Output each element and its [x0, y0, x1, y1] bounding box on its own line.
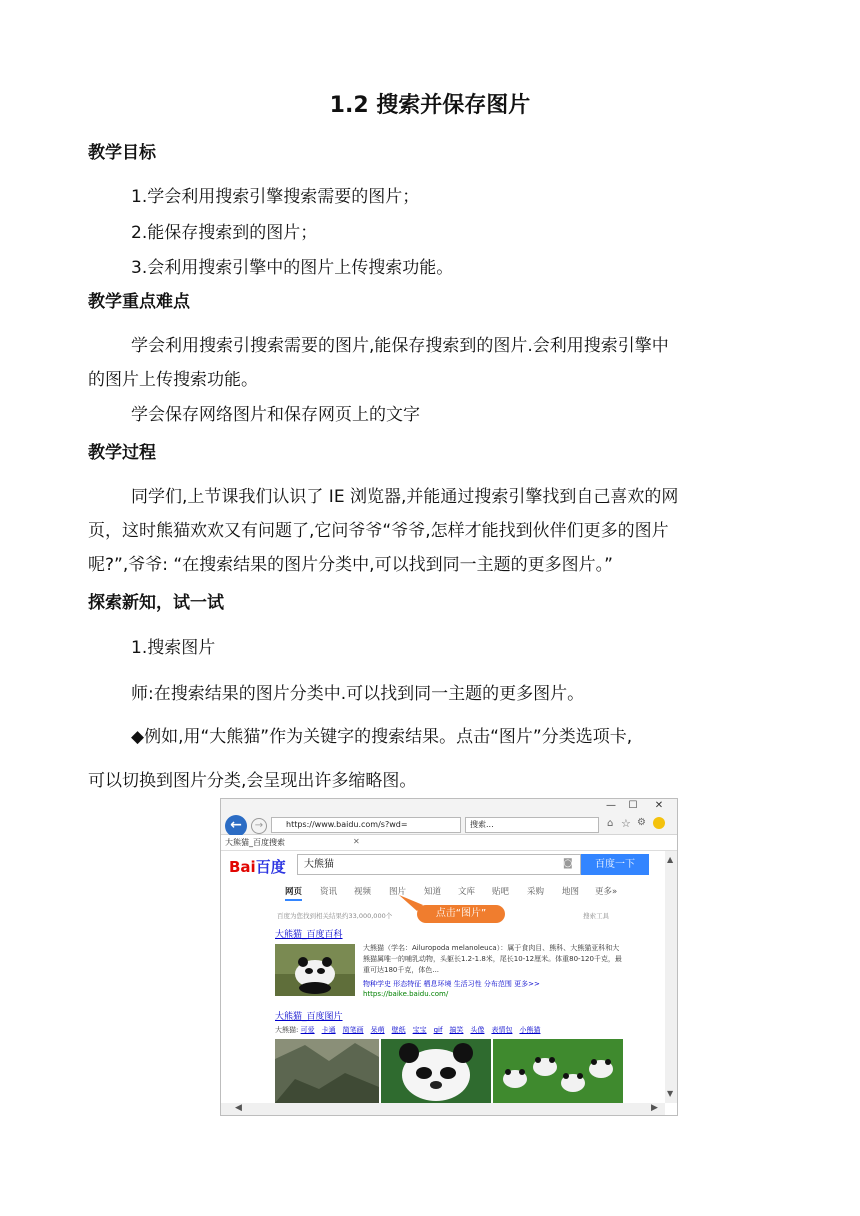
search-tools[interactable]: 搜索工具: [583, 912, 609, 920]
maximize-icon[interactable]: ☐: [628, 800, 638, 811]
heading-explore: 探索新知，试一试: [88, 593, 224, 613]
baidu-logo: Bai百度: [229, 858, 286, 876]
goal-3: 3.会利用搜索引擎中的图片上传搜索功能。: [131, 258, 454, 278]
example-line-2: 可以切换到图片分类,会呈现出许多缩略图。: [88, 771, 417, 791]
nav-more[interactable]: 更多»: [595, 887, 618, 897]
home-icon[interactable]: ⌂: [607, 818, 614, 829]
result-images-link[interactable]: 大熊猫_百度图片: [275, 1012, 343, 1022]
tab-close-icon[interactable]: ✕: [353, 837, 360, 846]
nav-map[interactable]: 地图: [562, 887, 580, 897]
heading-key-points: 教学重点难点: [88, 292, 190, 312]
back-icon[interactable]: ←: [225, 815, 247, 837]
gear-icon[interactable]: ⚙: [637, 817, 646, 828]
nav-tieba[interactable]: 贴吧: [492, 887, 510, 897]
tag-sketch[interactable]: 简笔画: [342, 1026, 364, 1034]
image-thumb-panda-group[interactable]: [493, 1039, 623, 1103]
result-baike-url[interactable]: https://baike.baidu.com/: [363, 990, 449, 998]
process-line-3: 呢?”,爷爷: “在搜索结果的图片分类中,可以找到同一主题的更多图片。”: [88, 555, 613, 575]
nav-news[interactable]: 资讯: [320, 887, 338, 897]
callout-click-images: 点击“图片”: [417, 905, 505, 923]
result-baike-sublinks[interactable]: 物种学史 形态特征 栖息环境 生活习性 分布范围 更多>>: [363, 980, 540, 988]
process-line-1: 同学们,上节课我们认识了 IE 浏览器,并能通过搜索引擎找到自己喜欢的网: [131, 487, 679, 507]
heading-goals: 教学目标: [88, 143, 156, 163]
horizontal-scrollbar[interactable]: [221, 1103, 665, 1115]
image-tags: 大熊猫: 可爱 卡通 简笔画 呆萌 壁纸 宝宝 gif 搞笑 头像 表情包 小熊猫: [275, 1026, 541, 1034]
scroll-up-icon[interactable]: ▲: [667, 855, 674, 864]
image-thumb-panda-closeup[interactable]: [381, 1039, 491, 1103]
callout-pointer: [397, 893, 427, 913]
search-button[interactable]: 百度一下: [581, 854, 649, 875]
key-line-2: 的图片上传搜索功能。: [88, 370, 258, 390]
browser-screenshot: [220, 798, 678, 1116]
nav-purchase[interactable]: 采购: [527, 887, 545, 897]
page-title: 1.2 搜索并保存图片: [329, 93, 531, 118]
scroll-down-icon[interactable]: ▼: [667, 1089, 674, 1098]
step-1: 1.搜索图片: [131, 638, 216, 658]
browser-search-field[interactable]: 搜索...: [465, 817, 599, 833]
nav-web[interactable]: 网页: [285, 885, 302, 901]
minimize-icon[interactable]: —: [606, 800, 616, 811]
close-icon[interactable]: ✕: [654, 800, 664, 811]
tag-red-panda[interactable]: 小熊猫: [519, 1026, 541, 1034]
process-line-2: 页，这时熊猫欢欢又有问题了,它问爷爷“爷爷,怎样才能找到伙伴们更多的图片: [88, 521, 669, 541]
result-baike-snippet: 大熊猫（学名：Ailuropoda melanoleuca）：属于食肉目、熊科、大熊猫亚科和大熊猫属唯一的哺乳动物，头躯长1.2-1.8米，尾长10-12厘米。体重80-120千克，最重可达180千克，体色...: [363, 944, 622, 974]
tag-daimeng[interactable]: 呆萌: [370, 1026, 385, 1034]
nav-wenku[interactable]: 文库: [458, 887, 476, 897]
tag-avatar[interactable]: 头像: [470, 1026, 485, 1034]
tag-emoji[interactable]: 表情包: [491, 1026, 513, 1034]
heading-process: 教学过程: [88, 443, 156, 463]
example-line-1: ◆例如,用“大熊猫”作为关键字的搜索结果。点击“图片”分类选项卡,: [131, 727, 633, 747]
panda-thumbnail-baike[interactable]: [275, 944, 355, 996]
vertical-scrollbar[interactable]: [665, 851, 677, 1103]
key-line-1: 学会利用搜索引搜索需要的图片,能保存搜索到的图片.会利用搜索引擎中: [131, 336, 669, 356]
search-input[interactable]: 大熊猫: [297, 854, 581, 875]
scroll-left-icon[interactable]: ◀: [235, 1103, 242, 1113]
key-line-3: 学会保存网络图片和保存网页上的文字: [131, 405, 420, 425]
result-baike-link[interactable]: 大熊猫_百度百科: [275, 930, 343, 940]
result-count: 百度为您找到相关结果约33,000,000个: [277, 912, 393, 920]
smiley-icon[interactable]: [653, 817, 665, 829]
scroll-right-icon[interactable]: ▶: [651, 1103, 658, 1113]
camera-icon[interactable]: ◙: [563, 858, 573, 869]
url-field[interactable]: https://www.baidu.com/s?wd=: [271, 817, 461, 833]
goal-2: 2.能保存搜索到的图片；: [131, 223, 318, 243]
tab-baidu[interactable]: 大熊猫_百度搜索: [225, 838, 285, 847]
tag-wallpaper[interactable]: 壁纸: [391, 1026, 406, 1034]
nav-video[interactable]: 视频: [354, 887, 372, 897]
tag-gif[interactable]: gif: [433, 1026, 443, 1034]
nav-images[interactable]: 图片: [389, 887, 407, 897]
image-thumb-landscape[interactable]: [275, 1039, 379, 1103]
tag-funny[interactable]: 搞笑: [449, 1026, 464, 1034]
tag-cartoon[interactable]: 卡通: [321, 1026, 336, 1034]
favorites-icon[interactable]: ☆: [621, 817, 631, 830]
tag-cute[interactable]: 可爱: [300, 1026, 315, 1034]
tag-baby[interactable]: 宝宝: [412, 1026, 427, 1034]
nav-zhidao[interactable]: 知道: [424, 887, 442, 897]
forward-icon[interactable]: →: [251, 818, 267, 834]
goal-1: 1.学会利用搜索引擎搜索需要的图片；: [131, 187, 420, 207]
teacher-line: 师:在搜索结果的图片分类中.可以找到同一主题的更多图片。: [131, 684, 585, 704]
